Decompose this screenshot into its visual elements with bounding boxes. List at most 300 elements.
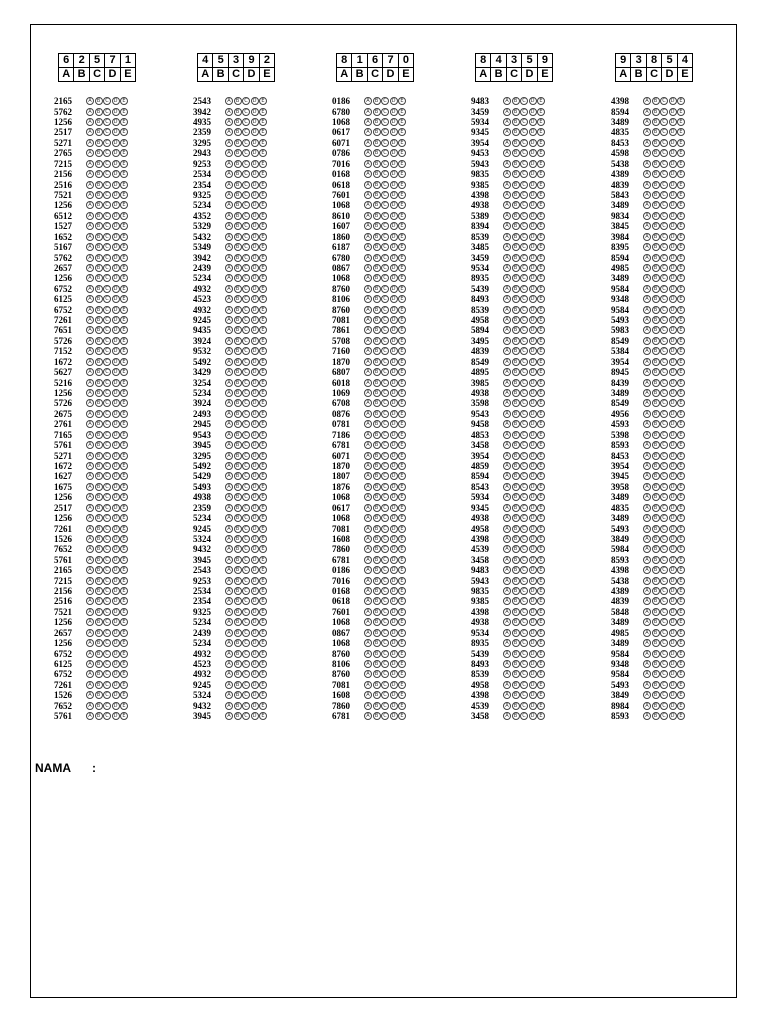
answer-bubble[interactable]: E [120, 243, 128, 251]
answer-bubble[interactable]: C [381, 191, 389, 199]
answer-bubble[interactable]: B [373, 243, 381, 251]
answer-bubble[interactable]: B [373, 483, 381, 491]
answer-bubble[interactable]: B [652, 462, 660, 470]
answer-bubble[interactable]: E [677, 535, 685, 543]
answer-bubble[interactable]: D [112, 483, 120, 491]
answer-bubble[interactable]: D [669, 254, 677, 262]
answer-bubble[interactable]: A [503, 368, 511, 376]
answer-bubble[interactable]: C [242, 191, 250, 199]
answer-bubble[interactable]: E [259, 274, 267, 282]
answer-bubble[interactable]: B [373, 306, 381, 314]
answer-bubble[interactable]: D [390, 441, 398, 449]
answer-bubble[interactable]: B [95, 108, 103, 116]
answer-bubble[interactable]: B [234, 139, 242, 147]
answer-bubble[interactable]: A [503, 243, 511, 251]
answer-bubble[interactable]: A [643, 254, 651, 262]
answer-bubble[interactable]: D [390, 389, 398, 397]
answer-bubble[interactable]: E [537, 128, 545, 136]
answer-bubble[interactable]: C [103, 618, 111, 626]
answer-bubble[interactable]: A [503, 118, 511, 126]
answer-bubble[interactable]: D [529, 254, 537, 262]
answer-bubble[interactable]: B [234, 389, 242, 397]
answer-bubble[interactable]: E [398, 191, 406, 199]
answer-bubble[interactable]: E [259, 650, 267, 658]
answer-bubble[interactable]: A [86, 274, 94, 282]
answer-bubble[interactable]: E [398, 670, 406, 678]
answer-bubble[interactable]: C [242, 295, 250, 303]
answer-bubble[interactable]: A [364, 337, 372, 345]
answer-bubble[interactable]: A [643, 243, 651, 251]
answer-bubble[interactable]: C [381, 399, 389, 407]
answer-bubble[interactable]: C [381, 650, 389, 658]
answer-bubble[interactable]: C [660, 670, 668, 678]
answer-bubble[interactable]: B [512, 431, 520, 439]
answer-bubble[interactable]: E [537, 514, 545, 522]
answer-bubble[interactable]: B [373, 566, 381, 574]
answer-bubble[interactable]: A [364, 358, 372, 366]
answer-bubble[interactable]: C [381, 420, 389, 428]
answer-bubble[interactable]: D [529, 243, 537, 251]
answer-bubble[interactable]: E [398, 525, 406, 533]
answer-bubble[interactable]: D [529, 264, 537, 272]
answer-bubble[interactable]: E [398, 514, 406, 522]
answer-bubble[interactable]: D [251, 139, 259, 147]
answer-bubble[interactable]: C [103, 420, 111, 428]
answer-bubble[interactable]: C [242, 337, 250, 345]
answer-bubble[interactable]: A [225, 118, 233, 126]
answer-bubble[interactable]: E [398, 462, 406, 470]
answer-bubble[interactable]: B [234, 493, 242, 501]
answer-bubble[interactable]: A [643, 452, 651, 460]
answer-bubble[interactable]: D [529, 472, 537, 480]
answer-bubble[interactable]: E [398, 97, 406, 105]
answer-bubble[interactable]: B [512, 577, 520, 585]
answer-bubble[interactable]: E [398, 243, 406, 251]
answer-bubble[interactable]: E [537, 712, 545, 720]
answer-bubble[interactable]: C [103, 118, 111, 126]
answer-bubble[interactable]: E [259, 170, 267, 178]
answer-bubble[interactable]: A [86, 222, 94, 230]
answer-bubble[interactable]: C [103, 608, 111, 616]
answer-bubble[interactable]: D [251, 566, 259, 574]
answer-bubble[interactable]: B [652, 691, 660, 699]
answer-bubble[interactable]: A [643, 358, 651, 366]
answer-bubble[interactable]: C [520, 243, 528, 251]
answer-bubble[interactable]: B [652, 525, 660, 533]
answer-bubble[interactable]: C [381, 160, 389, 168]
answer-bubble[interactable]: B [234, 108, 242, 116]
answer-bubble[interactable]: A [225, 452, 233, 460]
answer-bubble[interactable]: A [225, 337, 233, 345]
answer-bubble[interactable]: E [398, 712, 406, 720]
answer-bubble[interactable]: E [120, 108, 128, 116]
answer-bubble[interactable]: D [112, 316, 120, 324]
answer-bubble[interactable]: D [529, 420, 537, 428]
answer-bubble[interactable]: C [520, 222, 528, 230]
answer-bubble[interactable]: D [669, 285, 677, 293]
answer-bubble[interactable]: B [234, 181, 242, 189]
answer-bubble[interactable]: E [120, 566, 128, 574]
answer-bubble[interactable]: B [234, 420, 242, 428]
answer-bubble[interactable]: B [234, 410, 242, 418]
answer-bubble[interactable]: B [512, 118, 520, 126]
answer-bubble[interactable]: D [112, 525, 120, 533]
answer-bubble[interactable]: C [660, 597, 668, 605]
answer-bubble[interactable]: A [643, 326, 651, 334]
answer-bubble[interactable]: C [242, 535, 250, 543]
answer-bubble[interactable]: E [259, 358, 267, 366]
answer-bubble[interactable]: D [529, 201, 537, 209]
answer-bubble[interactable]: B [512, 149, 520, 157]
answer-bubble[interactable]: E [537, 556, 545, 564]
answer-bubble[interactable]: C [381, 691, 389, 699]
answer-bubble[interactable]: E [537, 285, 545, 293]
answer-bubble[interactable]: D [390, 472, 398, 480]
answer-bubble[interactable]: B [234, 295, 242, 303]
answer-bubble[interactable]: C [381, 556, 389, 564]
answer-bubble[interactable]: B [95, 712, 103, 720]
answer-bubble[interactable]: D [112, 274, 120, 282]
answer-bubble[interactable]: C [381, 462, 389, 470]
answer-bubble[interactable]: E [677, 243, 685, 251]
answer-bubble[interactable]: A [225, 316, 233, 324]
answer-bubble[interactable]: B [234, 306, 242, 314]
answer-bubble[interactable]: A [364, 399, 372, 407]
answer-bubble[interactable]: D [669, 191, 677, 199]
answer-bubble[interactable]: A [364, 452, 372, 460]
answer-bubble[interactable]: D [251, 285, 259, 293]
answer-bubble[interactable]: D [390, 201, 398, 209]
answer-bubble[interactable]: E [259, 243, 267, 251]
answer-bubble[interactable]: A [364, 254, 372, 262]
answer-bubble[interactable]: B [373, 441, 381, 449]
answer-bubble[interactable]: D [251, 326, 259, 334]
answer-bubble[interactable]: C [103, 452, 111, 460]
answer-bubble[interactable]: B [373, 587, 381, 595]
answer-bubble[interactable]: B [652, 264, 660, 272]
answer-bubble[interactable]: D [529, 149, 537, 157]
answer-bubble[interactable]: E [537, 608, 545, 616]
answer-bubble[interactable]: A [86, 139, 94, 147]
answer-bubble[interactable]: C [103, 358, 111, 366]
answer-bubble[interactable]: D [390, 629, 398, 637]
answer-bubble[interactable]: B [373, 608, 381, 616]
answer-bubble[interactable]: A [86, 420, 94, 428]
answer-bubble[interactable]: B [234, 472, 242, 480]
answer-bubble[interactable]: D [529, 514, 537, 522]
answer-bubble[interactable]: D [251, 274, 259, 282]
answer-bubble[interactable]: A [225, 149, 233, 157]
answer-bubble[interactable]: A [503, 274, 511, 282]
answer-bubble[interactable]: B [652, 139, 660, 147]
answer-bubble[interactable]: B [95, 681, 103, 689]
answer-bubble[interactable]: B [373, 431, 381, 439]
answer-bubble[interactable]: B [234, 170, 242, 178]
answer-bubble[interactable]: C [520, 597, 528, 605]
answer-bubble[interactable]: D [390, 222, 398, 230]
answer-bubble[interactable]: B [95, 254, 103, 262]
answer-bubble[interactable]: C [660, 681, 668, 689]
answer-bubble[interactable]: B [652, 597, 660, 605]
answer-bubble[interactable]: E [398, 128, 406, 136]
answer-bubble[interactable]: C [103, 702, 111, 710]
answer-bubble[interactable]: E [259, 629, 267, 637]
answer-bubble[interactable]: E [259, 545, 267, 553]
answer-bubble[interactable]: A [643, 128, 651, 136]
answer-bubble[interactable]: A [364, 264, 372, 272]
answer-bubble[interactable]: E [537, 535, 545, 543]
answer-bubble[interactable]: D [390, 608, 398, 616]
answer-bubble[interactable]: A [364, 118, 372, 126]
answer-bubble[interactable]: A [503, 545, 511, 553]
answer-bubble[interactable]: B [512, 587, 520, 595]
answer-bubble[interactable]: E [398, 587, 406, 595]
answer-bubble[interactable]: C [520, 712, 528, 720]
answer-bubble[interactable]: E [120, 212, 128, 220]
answer-bubble[interactable]: E [537, 160, 545, 168]
answer-bubble[interactable]: B [373, 681, 381, 689]
answer-bubble[interactable]: A [86, 410, 94, 418]
answer-bubble[interactable]: B [95, 410, 103, 418]
answer-bubble[interactable]: B [652, 306, 660, 314]
answer-bubble[interactable]: B [512, 306, 520, 314]
answer-bubble[interactable]: C [103, 431, 111, 439]
answer-bubble[interactable]: A [86, 608, 94, 616]
answer-bubble[interactable]: D [112, 462, 120, 470]
answer-bubble[interactable]: B [512, 472, 520, 480]
answer-bubble[interactable]: C [660, 326, 668, 334]
answer-bubble[interactable]: A [503, 587, 511, 595]
answer-bubble[interactable]: A [643, 399, 651, 407]
answer-bubble[interactable]: B [234, 337, 242, 345]
answer-bubble[interactable]: E [120, 660, 128, 668]
answer-bubble[interactable]: D [669, 128, 677, 136]
answer-bubble[interactable]: B [373, 139, 381, 147]
answer-bubble[interactable]: D [390, 670, 398, 678]
answer-bubble[interactable]: B [95, 514, 103, 522]
answer-bubble[interactable]: B [373, 660, 381, 668]
answer-bubble[interactable]: E [677, 285, 685, 293]
answer-bubble[interactable]: C [103, 670, 111, 678]
answer-bubble[interactable]: A [643, 702, 651, 710]
answer-bubble[interactable]: D [112, 170, 120, 178]
answer-bubble[interactable]: E [259, 264, 267, 272]
answer-bubble[interactable]: A [225, 243, 233, 251]
answer-bubble[interactable]: E [537, 525, 545, 533]
answer-bubble[interactable]: C [103, 462, 111, 470]
answer-bubble[interactable]: D [669, 212, 677, 220]
answer-bubble[interactable]: B [512, 462, 520, 470]
answer-bubble[interactable]: C [660, 212, 668, 220]
answer-bubble[interactable]: B [512, 285, 520, 293]
answer-bubble[interactable]: D [112, 295, 120, 303]
answer-bubble[interactable]: A [86, 566, 94, 574]
answer-bubble[interactable]: B [234, 535, 242, 543]
answer-bubble[interactable]: D [529, 139, 537, 147]
answer-bubble[interactable]: A [643, 504, 651, 512]
answer-bubble[interactable]: D [390, 368, 398, 376]
answer-bubble[interactable]: B [373, 597, 381, 605]
answer-bubble[interactable]: D [669, 629, 677, 637]
answer-bubble[interactable]: E [537, 681, 545, 689]
answer-bubble[interactable]: C [242, 358, 250, 366]
answer-bubble[interactable]: A [643, 264, 651, 272]
answer-bubble[interactable]: C [103, 337, 111, 345]
answer-bubble[interactable]: A [225, 639, 233, 647]
answer-bubble[interactable]: A [86, 660, 94, 668]
answer-bubble[interactable]: B [373, 181, 381, 189]
answer-bubble[interactable]: D [251, 608, 259, 616]
answer-bubble[interactable]: B [234, 326, 242, 334]
answer-bubble[interactable]: A [364, 139, 372, 147]
answer-bubble[interactable]: C [242, 431, 250, 439]
answer-bubble[interactable]: E [537, 379, 545, 387]
answer-bubble[interactable]: D [251, 118, 259, 126]
answer-bubble[interactable]: D [251, 410, 259, 418]
answer-bubble[interactable]: C [103, 306, 111, 314]
answer-bubble[interactable]: A [503, 681, 511, 689]
answer-bubble[interactable]: C [242, 670, 250, 678]
answer-bubble[interactable]: D [669, 420, 677, 428]
answer-bubble[interactable]: E [677, 618, 685, 626]
answer-bubble[interactable]: E [398, 608, 406, 616]
answer-bubble[interactable]: C [103, 535, 111, 543]
answer-bubble[interactable]: E [398, 535, 406, 543]
answer-bubble[interactable]: E [537, 660, 545, 668]
answer-bubble[interactable]: D [251, 493, 259, 501]
answer-bubble[interactable]: E [537, 545, 545, 553]
answer-bubble[interactable]: E [677, 118, 685, 126]
answer-bubble[interactable]: C [520, 410, 528, 418]
answer-bubble[interactable]: D [390, 556, 398, 564]
answer-bubble[interactable]: E [398, 660, 406, 668]
answer-bubble[interactable]: C [381, 472, 389, 480]
answer-bubble[interactable]: A [643, 431, 651, 439]
answer-bubble[interactable]: E [677, 545, 685, 553]
answer-bubble[interactable]: B [652, 504, 660, 512]
answer-bubble[interactable]: A [86, 254, 94, 262]
answer-bubble[interactable]: B [652, 326, 660, 334]
answer-bubble[interactable]: E [677, 233, 685, 241]
answer-bubble[interactable]: D [390, 139, 398, 147]
answer-bubble[interactable]: B [373, 222, 381, 230]
answer-bubble[interactable]: B [373, 420, 381, 428]
answer-bubble[interactable]: B [95, 535, 103, 543]
answer-bubble[interactable]: B [373, 618, 381, 626]
answer-bubble[interactable]: D [390, 191, 398, 199]
answer-bubble[interactable]: E [398, 108, 406, 116]
answer-bubble[interactable]: A [643, 712, 651, 720]
answer-bubble[interactable]: B [652, 358, 660, 366]
answer-bubble[interactable]: D [112, 285, 120, 293]
answer-bubble[interactable]: C [103, 556, 111, 564]
answer-bubble[interactable]: C [242, 650, 250, 658]
answer-bubble[interactable]: C [242, 681, 250, 689]
answer-bubble[interactable]: E [120, 702, 128, 710]
answer-bubble[interactable]: D [112, 306, 120, 314]
answer-bubble[interactable]: E [120, 650, 128, 658]
answer-bubble[interactable]: C [660, 170, 668, 178]
answer-bubble[interactable]: D [112, 545, 120, 553]
answer-bubble[interactable]: A [364, 535, 372, 543]
answer-bubble[interactable]: A [225, 285, 233, 293]
answer-bubble[interactable]: B [512, 556, 520, 564]
answer-bubble[interactable]: E [677, 608, 685, 616]
answer-bubble[interactable]: D [390, 462, 398, 470]
answer-bubble[interactable]: E [398, 139, 406, 147]
answer-bubble[interactable]: C [660, 608, 668, 616]
answer-bubble[interactable]: B [373, 514, 381, 522]
answer-bubble[interactable]: D [529, 504, 537, 512]
answer-bubble[interactable]: B [652, 97, 660, 105]
answer-bubble[interactable]: A [86, 160, 94, 168]
answer-bubble[interactable]: B [234, 285, 242, 293]
answer-bubble[interactable]: C [242, 472, 250, 480]
answer-bubble[interactable]: E [120, 118, 128, 126]
answer-bubble[interactable]: A [503, 410, 511, 418]
answer-bubble[interactable]: E [259, 514, 267, 522]
answer-bubble[interactable]: C [660, 254, 668, 262]
answer-bubble[interactable]: A [225, 597, 233, 605]
answer-bubble[interactable]: C [520, 170, 528, 178]
answer-bubble[interactable]: C [520, 264, 528, 272]
answer-bubble[interactable]: B [234, 274, 242, 282]
answer-bubble[interactable]: D [390, 254, 398, 262]
answer-bubble[interactable]: D [529, 274, 537, 282]
answer-bubble[interactable]: D [529, 629, 537, 637]
answer-bubble[interactable]: E [120, 670, 128, 678]
answer-bubble[interactable]: B [234, 650, 242, 658]
answer-bubble[interactable]: C [242, 525, 250, 533]
answer-bubble[interactable]: C [520, 97, 528, 105]
answer-bubble[interactable]: D [529, 389, 537, 397]
answer-bubble[interactable]: A [643, 608, 651, 616]
answer-bubble[interactable]: D [390, 181, 398, 189]
answer-bubble[interactable]: C [103, 577, 111, 585]
answer-bubble[interactable]: A [86, 128, 94, 136]
answer-bubble[interactable]: E [398, 274, 406, 282]
answer-bubble[interactable]: C [660, 379, 668, 387]
answer-bubble[interactable]: B [373, 535, 381, 543]
answer-bubble[interactable]: B [652, 295, 660, 303]
answer-bubble[interactable]: A [364, 577, 372, 585]
answer-bubble[interactable]: A [225, 514, 233, 522]
answer-bubble[interactable]: C [242, 618, 250, 626]
answer-bubble[interactable]: D [669, 587, 677, 595]
answer-bubble[interactable]: A [364, 233, 372, 241]
answer-bubble[interactable]: A [364, 295, 372, 303]
answer-bubble[interactable]: A [503, 347, 511, 355]
answer-bubble[interactable]: E [120, 681, 128, 689]
answer-bubble[interactable]: B [234, 222, 242, 230]
answer-bubble[interactable]: A [86, 545, 94, 553]
answer-bubble[interactable]: D [529, 556, 537, 564]
answer-bubble[interactable]: D [529, 566, 537, 574]
answer-bubble[interactable]: C [660, 712, 668, 720]
answer-bubble[interactable]: A [364, 222, 372, 230]
answer-bubble[interactable]: E [677, 597, 685, 605]
answer-bubble[interactable]: A [86, 650, 94, 658]
answer-bubble[interactable]: B [512, 316, 520, 324]
answer-bubble[interactable]: D [251, 347, 259, 355]
answer-bubble[interactable]: B [652, 514, 660, 522]
answer-bubble[interactable]: C [660, 410, 668, 418]
answer-bubble[interactable]: A [86, 493, 94, 501]
answer-bubble[interactable]: A [503, 577, 511, 585]
answer-bubble[interactable]: E [537, 254, 545, 262]
answer-bubble[interactable]: E [398, 681, 406, 689]
answer-bubble[interactable]: B [652, 670, 660, 678]
